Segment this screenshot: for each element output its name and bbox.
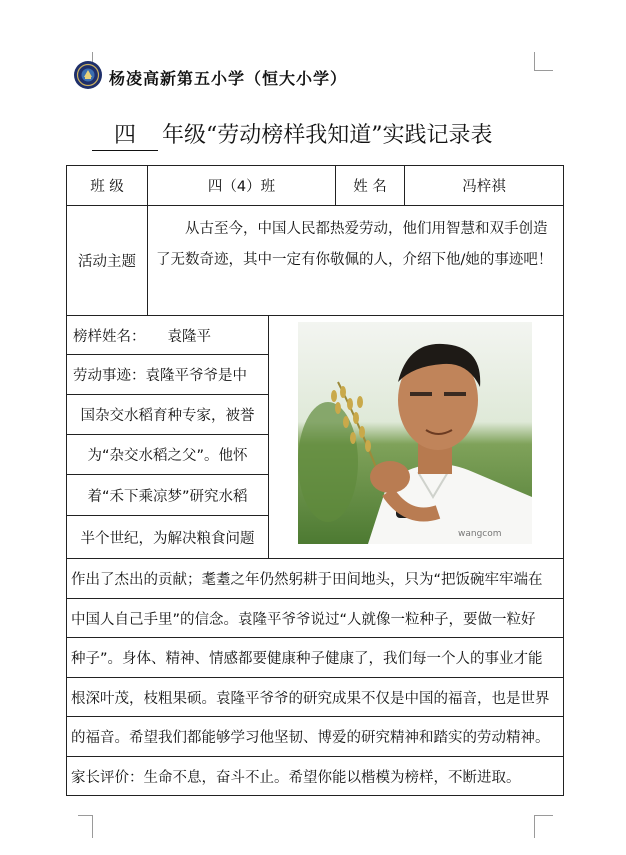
- deeds-line: 为“杂交水稻之父”。他怀: [66, 434, 269, 475]
- deeds-full-line: 中国人自己手里”的信念。袁隆平爷爷说过“人就像一粒种子，要做一粒好: [66, 598, 564, 638]
- role-model-photo: [298, 322, 532, 544]
- deeds-full-line: 根深叶茂，枝粗果硕。袁隆平爷爷的研究成果不仅是中国的福音，也是世界: [66, 677, 564, 717]
- deeds-line: 国杂交水稻育种专家，被誉: [66, 394, 269, 435]
- deeds-line: 半个世纪，为解决粮食问题: [66, 515, 269, 559]
- name-value: 冯梓祺: [404, 165, 564, 206]
- role-model-name: 袁隆平: [167, 328, 211, 345]
- class-label: 班 级: [66, 165, 148, 206]
- deeds-line: 着“禾下乘凉梦”研究水稻: [66, 474, 269, 516]
- class-value: 四（4）班: [147, 165, 336, 206]
- parent-comment: 家长评价：生命不息，奋斗不止。希望你能以楷模为榜样，不断进取。: [66, 756, 564, 796]
- school-name: 杨凌高新第五小学（恒大小学）: [109, 69, 348, 88]
- role-model-label: 榜样姓名：: [73, 328, 146, 345]
- grade-value: 四: [92, 118, 158, 151]
- page-corner-mark: [534, 52, 553, 71]
- school-logo-icon: [73, 60, 103, 90]
- deeds-full-line: 种子”。身体、精神、情感都要健康种子健康了，我们每一个人的事业才能: [66, 637, 564, 678]
- theme-label: 活动主题: [66, 205, 148, 316]
- theme-text: 从古至今，中国人民都热爱劳动，他们用智慧和双手创造了无数奇迹，其中一定有你敬佩的人，介绍下他/她的事迹吧！: [147, 205, 564, 316]
- title-text: 年级“劳动榜样我知道”实践记录表: [162, 123, 493, 148]
- page-title: [92, 118, 493, 151]
- deeds-line: 劳动事迹：袁隆平爷爷是中: [66, 354, 269, 395]
- name-label: 姓 名: [335, 165, 405, 206]
- page-corner-mark: [78, 815, 93, 838]
- photo-watermark: wangcom: [458, 529, 502, 539]
- deeds-full-line: 的福音。希望我们都能够学习他坚韧、博爱的研究精神和踏实的劳动精神。: [66, 716, 564, 757]
- role-model-row: [66, 315, 269, 355]
- deeds-full-line: 作出了杰出的贡献；耄耋之年仍然躬耕于田间地头，只为“把饭碗牢牢端在: [66, 558, 564, 599]
- page-corner-mark: [534, 815, 553, 838]
- role-model-portrait-image: [298, 322, 532, 544]
